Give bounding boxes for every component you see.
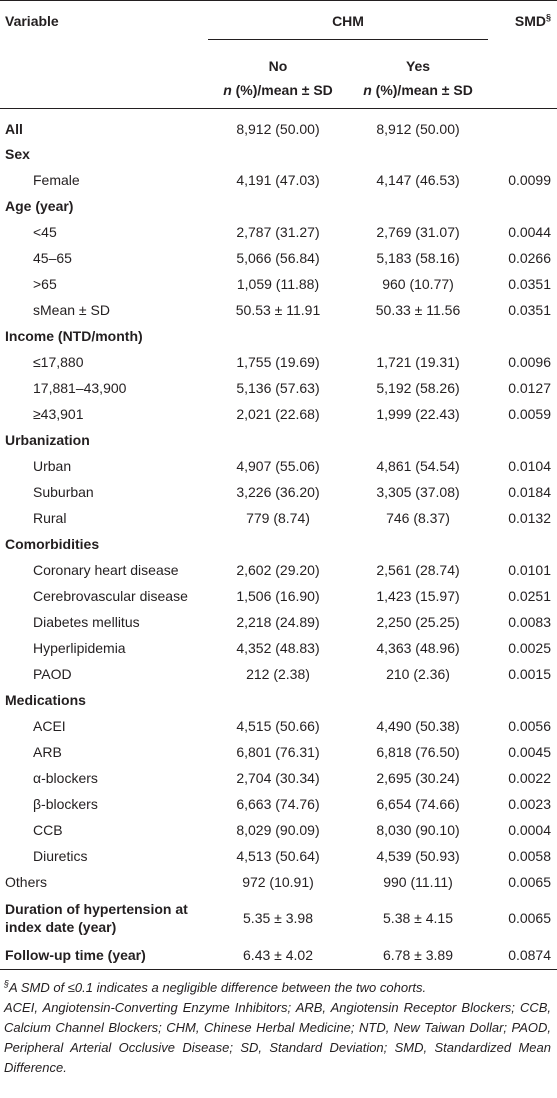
cell-no: 972 (10.91) (242, 873, 314, 890)
cell-smd: 0.0351 (508, 275, 552, 292)
table-row (0, 323, 557, 349)
cell-yes: 4,363 (48.96) (376, 639, 460, 656)
section-label: Urbanization (5, 431, 90, 448)
cell-no: 1,506 (16.90) (236, 587, 320, 604)
cell-no: 4,352 (48.83) (236, 639, 320, 656)
section-label: Medications (5, 691, 86, 708)
row-label: Coronary heart disease (33, 561, 179, 578)
cell-yes: 8,912 (50.00) (376, 120, 460, 137)
cell-smd (488, 109, 557, 142)
table-row (0, 141, 557, 167)
table-row (0, 271, 557, 297)
table-row (0, 817, 557, 843)
cell-yes (348, 141, 488, 167)
row-label: Suburban (33, 483, 94, 500)
cell-yes: 210 (2.36) (386, 665, 450, 682)
cell-no: 5.35 ± 3.98 (243, 909, 313, 926)
row-label: PAOD (33, 665, 72, 682)
cell-smd: 0.0022 (508, 769, 552, 786)
group-header-rule (208, 39, 488, 40)
row-label: >65 (33, 275, 57, 292)
cell-yes: 4,490 (50.38) (376, 717, 460, 734)
cell-no (208, 193, 348, 219)
cell-no: 2,602 (29.20) (236, 561, 320, 578)
cell-no: 212 (2.38) (246, 665, 310, 682)
table-body (0, 109, 557, 970)
cell-no: 2,218 (24.89) (236, 613, 320, 630)
cell-smd: 0.0099 (508, 171, 552, 188)
cell-smd: 0.0127 (508, 379, 552, 396)
row-label: Rural (33, 509, 67, 526)
cell-yes (348, 323, 488, 349)
col-no-stat-n: n (223, 82, 232, 98)
cell-yes: 746 (8.37) (386, 509, 450, 526)
table-row (0, 531, 557, 557)
col-no-stat-header (208, 80, 348, 109)
table-row (0, 245, 557, 271)
table-row (0, 583, 557, 609)
row-label: ACEI (33, 717, 66, 734)
smd-footnote-text: A SMD of ≤0.1 indicates a negligible difference between the two cohorts. (9, 980, 427, 995)
row-label: sMean ± SD (33, 301, 110, 318)
cell-smd: 0.0058 (508, 847, 552, 864)
cell-yes: 50.33 ± 11.56 (375, 301, 461, 318)
table-row (0, 479, 557, 505)
row-label: Duration of hypertension at index date (year) (5, 901, 188, 935)
table-row (0, 453, 557, 479)
cell-smd: 0.0096 (508, 353, 552, 370)
cell-yes: 5,192 (58.26) (376, 379, 460, 396)
cell-no: 4,513 (50.64) (236, 847, 320, 864)
cell-no: 1,755 (19.69) (236, 353, 320, 370)
row-label: 45–65 (33, 249, 72, 266)
row-label: Hyperlipidemia (33, 639, 126, 656)
table-row (0, 401, 557, 427)
cell-no (208, 141, 348, 167)
cell-smd (488, 141, 557, 167)
cell-yes: 6,818 (76.50) (376, 743, 460, 760)
cell-no: 8,912 (50.00) (236, 120, 320, 137)
cell-smd: 0.0266 (508, 249, 552, 266)
col-yes-stat-rest: (%)/mean ± SD (371, 82, 473, 98)
col-yes-stat-n: n (363, 82, 372, 98)
section-label: Comorbidities (5, 535, 100, 552)
row-label: Others (5, 873, 48, 890)
cell-yes: 1,721 (19.31) (376, 353, 460, 370)
row-label: ARB (33, 743, 62, 760)
cell-no: 6,663 (74.76) (236, 795, 320, 812)
row-label: β-blockers (33, 795, 98, 812)
smd-footnote (4, 978, 551, 998)
table-row (0, 167, 557, 193)
cell-yes: 4,147 (46.53) (376, 171, 460, 188)
row-label: Diabetes mellitus (33, 613, 140, 630)
table-row (0, 109, 557, 142)
cell-smd: 0.0104 (508, 457, 552, 474)
table-row (0, 427, 557, 453)
cell-no: 4,515 (50.66) (236, 717, 320, 734)
table-footnotes (0, 970, 557, 1078)
smd-header-text: SMD (514, 13, 546, 29)
cell-no: 50.53 ± 11.91 (235, 301, 321, 318)
cell-no: 2,021 (22.68) (236, 405, 320, 422)
cell-yes: 5,183 (58.16) (376, 249, 460, 266)
table-row (0, 895, 557, 941)
cell-no: 5,066 (56.84) (236, 249, 320, 266)
cell-no: 3,226 (36.20) (236, 483, 320, 500)
cell-yes: 5.38 ± 4.15 (383, 909, 453, 926)
cell-smd (488, 193, 557, 219)
table-row (0, 765, 557, 791)
cell-smd (488, 687, 557, 713)
row-label: Female (33, 171, 80, 188)
row-label: ≥43,901 (33, 405, 84, 422)
cell-smd: 0.0351 (508, 301, 552, 318)
row-label: 17,881–43,900 (33, 379, 127, 396)
cell-smd: 0.0044 (508, 223, 552, 240)
cell-yes (348, 427, 488, 453)
cell-smd: 0.0015 (508, 665, 552, 682)
table-row (0, 661, 557, 687)
cell-smd: 0.0251 (508, 587, 552, 604)
cell-smd: 0.0083 (508, 613, 552, 630)
cell-yes: 4,539 (50.93) (376, 847, 460, 864)
header-row-top (0, 1, 557, 44)
table-row (0, 297, 557, 323)
table-row (0, 193, 557, 219)
row-label: <45 (33, 223, 57, 240)
cell-no: 6.43 ± 4.02 (208, 941, 348, 970)
cell-yes (348, 531, 488, 557)
row-label: Urban (33, 457, 72, 474)
cell-no: 8,029 (90.09) (236, 821, 320, 838)
row-label: Cerebrovascular disease (33, 587, 188, 604)
col-no-header: No (268, 58, 288, 74)
section-label: Age (year) (5, 197, 74, 214)
smd-header-mark: § (546, 12, 552, 23)
cell-yes: 960 (10.77) (382, 275, 454, 292)
table-row (0, 635, 557, 661)
cell-no (208, 687, 348, 713)
row-label: ≤17,880 (33, 353, 84, 370)
table-row (0, 791, 557, 817)
header-row-groups (0, 43, 557, 80)
row-label: Follow-up time (year) (0, 941, 208, 970)
smd-footnote-mark: § (4, 978, 10, 989)
row-label: α-blockers (33, 769, 98, 786)
cell-yes: 990 (11.11) (383, 873, 453, 890)
cell-yes: 2,769 (31.07) (376, 223, 460, 240)
table-row (0, 609, 557, 635)
col-yes-header: Yes (405, 58, 431, 74)
cell-yes: 3,305 (37.08) (376, 483, 460, 500)
cell-no (208, 531, 348, 557)
row-label: CCB (33, 821, 63, 838)
table-row (0, 349, 557, 375)
cell-yes (348, 687, 488, 713)
table-row (0, 687, 557, 713)
row-label: Diuretics (33, 847, 88, 864)
cell-smd: 0.0045 (508, 743, 552, 760)
cell-smd (488, 531, 557, 557)
cell-smd: 0.0056 (508, 717, 552, 734)
cell-smd: 0.0065 (508, 909, 552, 926)
cell-smd (488, 323, 557, 349)
cell-smd: 0.0101 (508, 561, 552, 578)
cell-no (208, 427, 348, 453)
cell-no (208, 323, 348, 349)
cell-no: 779 (8.74) (246, 509, 310, 526)
header-row-stats (0, 80, 557, 109)
chm-group-header: CHM (208, 1, 488, 44)
table-row (0, 557, 557, 583)
cell-no: 4,907 (55.06) (236, 457, 320, 474)
cell-smd: 0.0023 (508, 795, 552, 812)
variable-header: Variable (0, 1, 208, 44)
col-yes-stat-header (348, 80, 488, 109)
cell-no: 2,704 (30.34) (236, 769, 320, 786)
section-label: Sex (5, 145, 30, 162)
cell-smd: 0.0874 (488, 941, 557, 970)
cell-yes: 4,861 (54.54) (376, 457, 460, 474)
table-row (0, 375, 557, 401)
cell-yes: 2,561 (28.74) (376, 561, 460, 578)
cell-smd: 0.0065 (508, 873, 552, 890)
cell-smd: 0.0132 (508, 509, 552, 526)
cell-no: 4,191 (47.03) (236, 171, 320, 188)
abbreviations-footnote: ACEI, Angiotensin-Converting Enzyme Inhibitors; ARB, Angiotensin Receptor Blockers; CCB, Calcium Channel Blockers; CHM, Chinese Herbal Medicine; NTD, New Taiwan Dollar; PAOD, Peripheral Arterial Occlusive Disease; SD, Standard Deviation; SMD, Standardized Mean Difference. (4, 1000, 551, 1075)
cell-yes: 2,695 (30.24) (376, 769, 460, 786)
cell-yes: 6,654 (74.66) (376, 795, 460, 812)
cell-smd: 0.0184 (508, 483, 552, 500)
table-row (0, 739, 557, 765)
table-row (0, 941, 557, 970)
table-row (0, 713, 557, 739)
table-row (0, 869, 557, 895)
cell-yes: 2,250 (25.25) (376, 613, 460, 630)
cell-smd: 0.0004 (508, 821, 552, 838)
cell-no: 2,787 (31.27) (236, 223, 320, 240)
row-label: All (5, 120, 23, 137)
section-label: Income (NTD/month) (5, 327, 143, 344)
cell-no: 5,136 (57.63) (236, 379, 320, 396)
cell-yes: 6.78 ± 3.89 (348, 941, 488, 970)
cell-yes (348, 193, 488, 219)
cell-yes: 1,999 (22.43) (376, 405, 460, 422)
table-row (0, 843, 557, 869)
cell-yes: 1,423 (15.97) (376, 587, 460, 604)
col-no-stat-rest: (%)/mean ± SD (231, 82, 333, 98)
cell-yes: 8,030 (90.10) (376, 821, 460, 838)
table-row (0, 505, 557, 531)
cell-smd: 0.0025 (508, 639, 552, 656)
table-row (0, 219, 557, 245)
smd-header (488, 1, 557, 44)
cell-no: 6,801 (76.31) (236, 743, 320, 760)
cell-smd (488, 427, 557, 453)
cell-smd: 0.0059 (508, 405, 552, 422)
cell-no: 1,059 (11.88) (236, 275, 320, 292)
